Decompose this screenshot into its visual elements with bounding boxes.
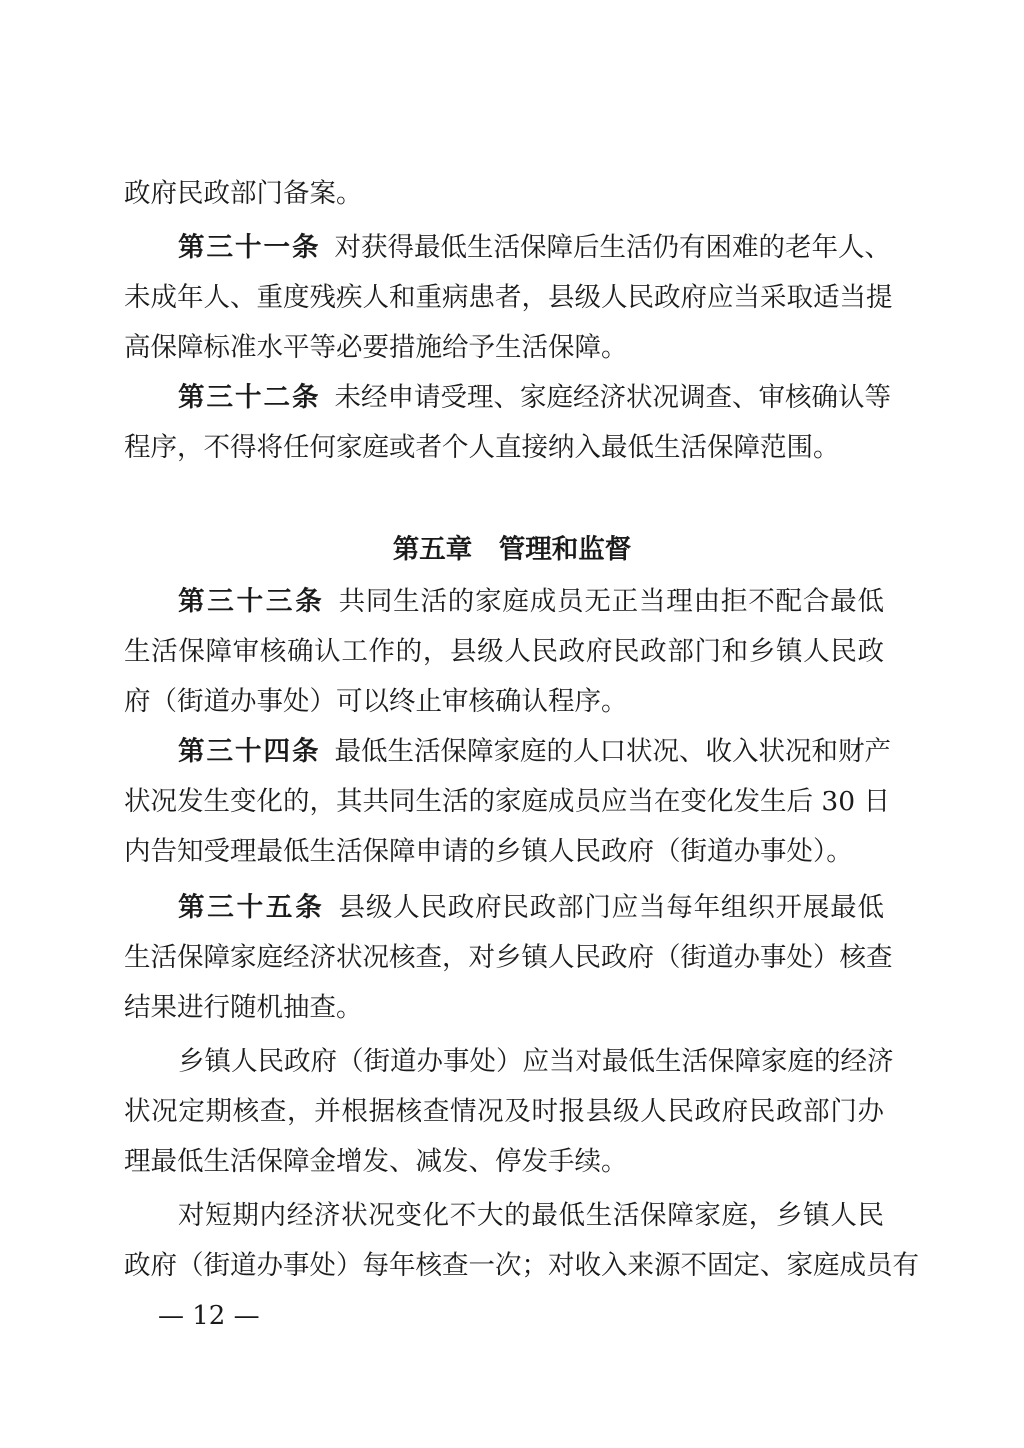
page-number: — 12 —	[158, 1301, 260, 1331]
article-33-line-2: 生活保障审核确认工作的，县级人民政府民政部门和乡镇人民政	[124, 636, 884, 667]
paragraph-township-line-3: 理最低生活保障金增发、减发、停发手续。	[124, 1146, 628, 1177]
article-31-line-2: 未成年人、重度残疾人和重病患者，县级人民政府应当采取适当提	[124, 282, 893, 313]
article-33-text: 共同生活的家庭成员无正当理由拒不配合最低	[338, 586, 884, 617]
article-34-line-2: 状况发生变化的，其共同生活的家庭成员应当在变化发生后 30 日	[124, 786, 891, 817]
article-33-line-3: 府（街道办事处）可以终止审核确认程序。	[124, 686, 628, 717]
article-34-heading: 第三十四条	[178, 736, 321, 767]
article-32-text: 未经申请受理、家庭经济状况调查、审核确认等	[334, 382, 891, 413]
article-33-line-1	[178, 584, 884, 620]
article-35-line-2: 生活保障家庭经济状况核查，对乡镇人民政府（街道办事处）核查	[124, 942, 893, 973]
article-31-text: 对获得最低生活保障后生活仍有困难的老年人、	[334, 232, 891, 263]
article-34-line-3: 内告知受理最低生活保障申请的乡镇人民政府（街道办事处）。	[124, 836, 853, 867]
article-34-text: 最低生活保障家庭的人口状况、收入状况和财产	[334, 736, 891, 767]
article-35-text: 县级人民政府民政部门应当每年组织开展最低	[338, 892, 884, 923]
chapter-title: 第五章 管理和监督	[392, 534, 632, 565]
article-31-line-1	[178, 230, 891, 266]
paragraph-short-term-line-1: 对短期内经济状况变化不大的最低生活保障家庭，乡镇人民	[178, 1200, 884, 1231]
article-35-line-1	[178, 890, 884, 926]
article-32-line-2: 程序，不得将任何家庭或者个人直接纳入最低生活保障范围。	[124, 432, 840, 463]
paragraph-short-term-line-2: 政府（街道办事处）每年核查一次；对收入来源不固定、家庭成员有	[124, 1250, 919, 1281]
article-32-heading: 第三十二条	[178, 382, 321, 413]
article-31-heading: 第三十一条	[178, 232, 321, 263]
article-34-line-1	[178, 734, 891, 770]
article-31-line-3: 高保障标准水平等必要措施给予生活保障。	[124, 332, 628, 363]
paragraph-continuation-line: 政府民政部门备案。	[124, 178, 363, 209]
article-35-heading: 第三十五条	[178, 892, 325, 923]
article-33-heading: 第三十三条	[178, 586, 325, 617]
paragraph-township-line-2: 状况定期核查，并根据核查情况及时报县级人民政府民政部门办	[124, 1096, 884, 1127]
paragraph-township-line-1: 乡镇人民政府（街道办事处）应当对最低生活保障家庭的经济	[178, 1046, 894, 1077]
article-35-line-3: 结果进行随机抽查。	[124, 992, 363, 1023]
article-32-line-1	[178, 380, 891, 416]
